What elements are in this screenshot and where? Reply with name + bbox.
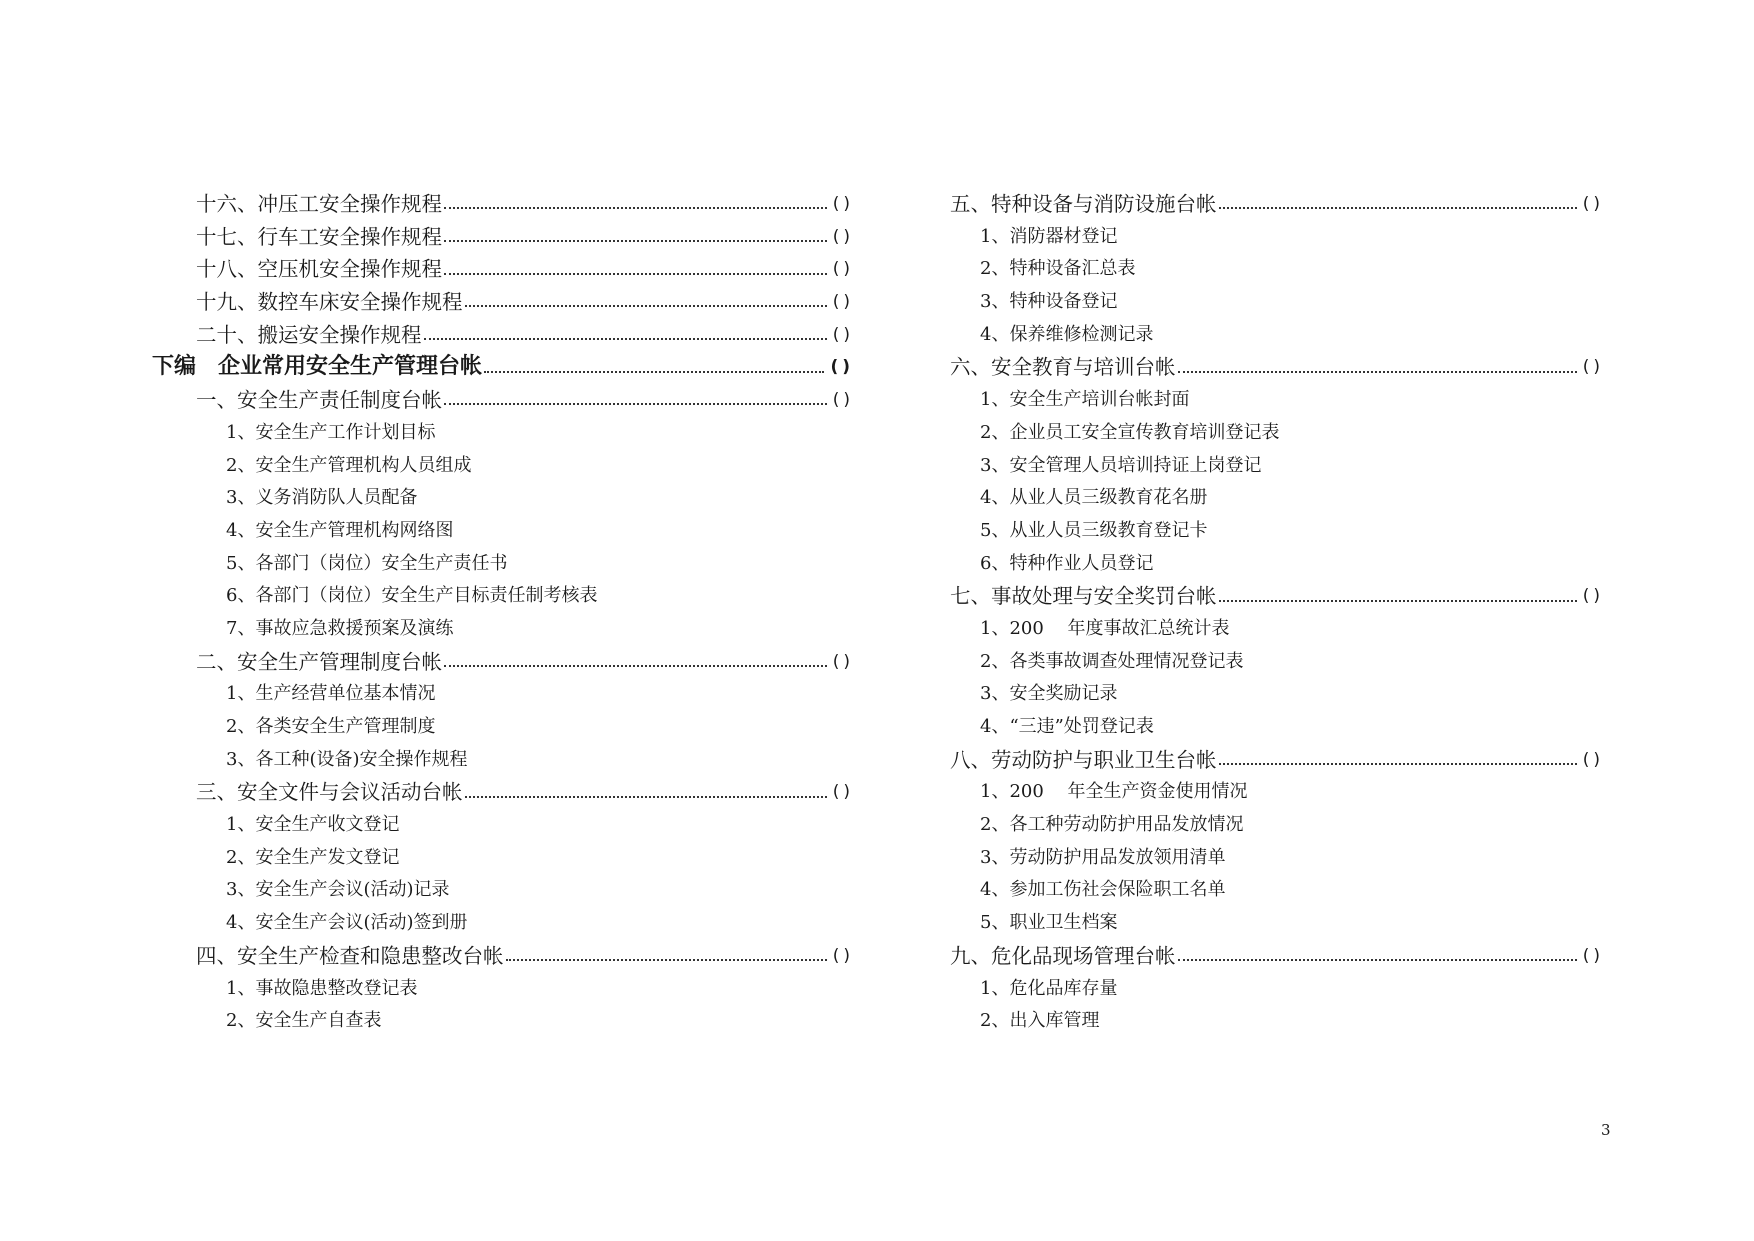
toc-subsection-entry	[950, 874, 1620, 907]
toc-entry-text: 1、安全生产工作计划目标	[226, 421, 436, 443]
dot-leader	[1219, 600, 1577, 602]
toc-right-column	[950, 188, 1620, 1038]
toc-page-ref: ()	[832, 945, 854, 966]
dot-leader	[1178, 959, 1577, 961]
toc-entry-text: 下编 企业常用安全生产管理台帐	[152, 354, 483, 380]
toc-subsection-entry	[950, 907, 1620, 940]
toc-entry-text: 2、安全生产自查表	[226, 1010, 382, 1032]
toc-entry-text: 七、事故处理与安全奖罚台帐	[950, 584, 1217, 609]
toc-page-ref: ()	[832, 324, 854, 345]
toc-entry-text: 十七、行车工安全操作规程	[196, 224, 442, 249]
toc-entry-text: 6、特种作业人员登记	[980, 552, 1154, 574]
toc-entry-text: 1、消防器材登记	[980, 225, 1118, 247]
toc-page-ref: ()	[830, 357, 854, 378]
toc-entry-text: 3、劳动防护用品发放领用清单	[980, 846, 1226, 868]
toc-subsection-entry	[950, 973, 1620, 1006]
toc-subsection-entry	[950, 711, 1620, 744]
toc-entry-text: 二、安全生产管理制度台帐	[196, 649, 442, 674]
toc-entry-text: 1、200 年全生产资金使用情况	[980, 781, 1248, 803]
toc-page-ref: ()	[832, 226, 854, 247]
toc-entry-text: 5、职业卫生档案	[980, 912, 1118, 934]
toc-subsection-entry	[950, 253, 1620, 286]
dot-leader	[484, 371, 824, 373]
toc-entry-text: 7、事故应急救援预案及演练	[226, 617, 454, 639]
toc-entry-text: 4、安全生产管理机构网络图	[226, 519, 454, 541]
toc-section-entry	[150, 384, 870, 417]
toc-entry-text: 九、危化品现场管理台帐	[950, 943, 1176, 968]
toc-section-entry	[950, 940, 1620, 973]
toc-subsection-entry	[950, 646, 1620, 679]
toc-section-entry	[950, 580, 1620, 613]
dot-leader	[465, 305, 827, 307]
dot-leader	[506, 959, 827, 961]
toc-entry-text: 3、安全管理人员培训持证上岗登记	[980, 454, 1262, 476]
toc-page-ref: ()	[832, 292, 854, 313]
toc-entry-text: 2、安全生产管理机构人员组成	[226, 454, 472, 476]
toc-section-entry	[950, 188, 1620, 221]
toc-left-column	[150, 188, 870, 1038]
toc-subsection-entry	[950, 613, 1620, 646]
page-number: 3	[1601, 1121, 1611, 1139]
toc-entry-text: 十九、数控车床安全操作规程	[196, 290, 463, 315]
dot-leader	[444, 273, 827, 275]
toc-page-ref: ()	[832, 651, 854, 672]
toc-entry-text: 4、参加工伤社会保险职工名单	[980, 879, 1226, 901]
toc-entry-text: 5、各部门（岗位）安全生产责任书	[226, 552, 508, 574]
toc-subsection-entry	[950, 221, 1620, 254]
toc-entry-text: 1、200 年度事故汇总统计表	[980, 617, 1230, 639]
toc-section-entry	[950, 351, 1620, 384]
toc-entry-text: 3、义务消防队人员配备	[226, 487, 418, 509]
toc-entry-text: 一、安全生产责任制度台帐	[196, 388, 442, 413]
dot-leader	[444, 403, 827, 405]
toc-page-ref: ()	[1582, 945, 1604, 966]
toc-part-heading	[150, 351, 870, 384]
toc-subsection-entry	[150, 450, 870, 483]
toc-subsection-entry	[150, 548, 870, 581]
toc-subsection-entry	[150, 1005, 870, 1038]
toc-entry-text: 3、各工种(设备)安全操作规程	[226, 748, 468, 770]
toc-entry-text: 1、安全生产收文登记	[226, 814, 400, 836]
toc-entry-text: 4、保养维修检测记录	[980, 323, 1154, 345]
toc-entry-text: 1、危化品库存量	[980, 977, 1118, 999]
toc-subsection-entry	[150, 973, 870, 1006]
toc-subsection-entry	[150, 580, 870, 613]
toc-subsection-entry	[950, 515, 1620, 548]
toc-section-entry	[150, 221, 870, 254]
toc-subsection-entry	[950, 548, 1620, 581]
toc-entry-text: 3、特种设备登记	[980, 291, 1118, 313]
toc-subsection-entry	[150, 874, 870, 907]
toc-subsection-entry	[950, 319, 1620, 352]
toc-subsection-entry	[150, 678, 870, 711]
dot-leader	[444, 665, 827, 667]
toc-page-ref: ()	[1582, 357, 1604, 378]
dot-leader	[1178, 371, 1577, 373]
toc-entry-text: 2、安全生产发文登记	[226, 846, 400, 868]
dot-leader	[444, 240, 827, 242]
toc-page-ref: ()	[1582, 749, 1604, 770]
toc-section-entry	[150, 319, 870, 352]
toc-section-entry	[150, 776, 870, 809]
toc-subsection-entry	[150, 744, 870, 777]
dot-leader	[465, 796, 827, 798]
toc-subsection-entry	[150, 515, 870, 548]
toc-subsection-entry	[950, 417, 1620, 450]
toc-page-ref: ()	[1582, 586, 1604, 607]
toc-entry-text: 2、企业员工安全宣传教育培训登记表	[980, 421, 1280, 443]
toc-subsection-entry	[950, 482, 1620, 515]
toc-entry-text: 十八、空压机安全操作规程	[196, 257, 442, 282]
toc-entry-text: 六、安全教育与培训台帐	[950, 355, 1176, 380]
toc-subsection-entry	[950, 842, 1620, 875]
toc-page-ref: ()	[832, 259, 854, 280]
toc-entry-text: 2、各工种劳动防护用品发放情况	[980, 814, 1244, 836]
dot-leader	[1219, 763, 1577, 765]
toc-subsection-entry	[950, 286, 1620, 319]
toc-entry-text: 十六、冲压工安全操作规程	[196, 192, 442, 216]
toc-subsection-entry	[150, 809, 870, 842]
toc-entry-text: 3、安全生产会议(活动)记录	[226, 879, 450, 901]
toc-section-entry	[150, 188, 870, 221]
toc-subsection-entry	[150, 711, 870, 744]
dot-leader	[424, 338, 827, 340]
toc-page-ref: ()	[832, 194, 854, 214]
toc-entry-text: 五、特种设备与消防设施台帐	[950, 192, 1217, 216]
toc-section-entry	[150, 940, 870, 973]
toc-section-entry	[150, 253, 870, 286]
toc-entry-text: 4、从业人员三级教育花名册	[980, 487, 1208, 509]
toc-entry-text: 3、安全奖励记录	[980, 683, 1118, 705]
toc-entry-text: 4、“三违”处罚登记表	[980, 716, 1154, 737]
dot-leader	[444, 207, 827, 209]
toc-entry-text: 2、各类安全生产管理制度	[226, 716, 436, 737]
toc-entry-text: 二十、搬运安全操作规程	[196, 322, 422, 347]
toc-subsection-entry	[150, 613, 870, 646]
toc-entry-text: 1、生产经营单位基本情况	[226, 683, 436, 705]
toc-entry-text: 1、安全生产培训台帐封面	[980, 389, 1190, 411]
toc-entry-text: 八、劳动防护与职业卫生台帐	[950, 747, 1217, 772]
toc-subsection-entry	[150, 417, 870, 450]
toc-entry-text: 四、安全生产检查和隐患整改台帐	[196, 943, 504, 968]
toc-page-ref: ()	[832, 782, 854, 803]
toc-entry-text: 2、各类事故调查处理情况登记表	[980, 650, 1244, 672]
toc-entry-text: 5、从业人员三级教育登记卡	[980, 519, 1208, 541]
toc-entry-text: 2、出入库管理	[980, 1010, 1100, 1032]
toc-subsection-entry	[150, 842, 870, 875]
toc-entry-text: 2、特种设备汇总表	[980, 258, 1136, 280]
toc-page-ref: ()	[1582, 194, 1604, 214]
toc-subsection-entry	[150, 482, 870, 515]
toc-section-entry	[950, 744, 1620, 777]
toc-subsection-entry	[950, 1005, 1620, 1038]
toc-page-ref: ()	[832, 390, 854, 411]
toc-section-entry	[150, 286, 870, 319]
toc-entry-text: 三、安全文件与会议活动台帐	[196, 780, 463, 805]
toc-subsection-entry	[950, 776, 1620, 809]
toc-subsection-entry	[950, 678, 1620, 711]
toc-subsection-entry	[150, 907, 870, 940]
toc-entry-text: 4、安全生产会议(活动)签到册	[226, 912, 468, 934]
toc-subsection-entry	[950, 450, 1620, 483]
toc-section-entry	[150, 646, 870, 679]
toc-entry-text: 6、各部门（岗位）安全生产目标责任制考核表	[226, 585, 598, 607]
toc-subsection-entry	[950, 384, 1620, 417]
toc-entry-text: 1、事故隐患整改登记表	[226, 977, 418, 999]
dot-leader	[1219, 207, 1577, 209]
toc-subsection-entry	[950, 809, 1620, 842]
